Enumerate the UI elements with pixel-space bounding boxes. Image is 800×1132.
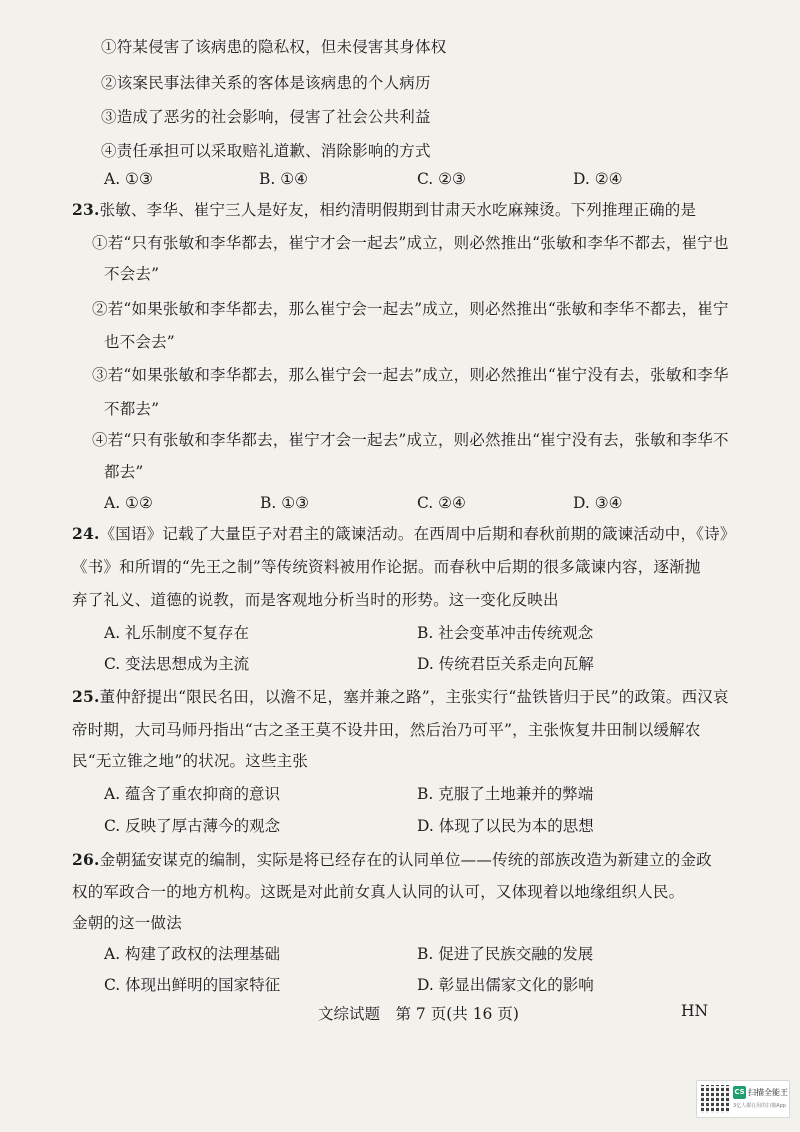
q23-item-2-line-2: 也不会去” — [104, 333, 175, 351]
q24-line-2: 《书》和所谓的“先王之制”等传统资料被用作论据。而春秋中后期的很多箴谏内容，逐渐抛 — [72, 558, 701, 576]
q23-item-1-line-1: ①若“只有张敏和李华都去，崔宁才会一起去”成立，则必然推出“张敏和李华不都去，崔宁也 — [92, 234, 729, 252]
q24-option-c: C. 变法思想成为主流 — [104, 655, 250, 673]
q26-line-3: 金朝的这一做法 — [72, 914, 182, 932]
q25-line-1-text: 董仲舒提出“限民名田，以澹不足，塞并兼之路”，主张实行“盐铁皆归于民”的政策。西汉哀 — [99, 688, 729, 706]
q22-option-b: B. ①④ — [259, 170, 309, 188]
q23-item-1-line-2: 不会去” — [104, 265, 160, 283]
q26-option-d: D. 彰显出儒家文化的影响 — [417, 976, 594, 994]
q24-line-1 — [72, 524, 736, 544]
q24-line-1-text: 《国语》记载了大量臣子对君主的箴谏活动。在西周中后期和春秋前期的箴谏活动中，《诗》 — [99, 525, 736, 543]
q23-item-3-line-1: ③若“如果张敏和李华都去，那么崔宁会一起去”成立，则必然推出“崔宁没有去，张敏和李华 — [92, 366, 729, 384]
q26-line-1-text: 金朝猛安谋克的编制，实际是将已经存在的认同单位——传统的部族改造为新建立的金政 — [99, 851, 712, 869]
q23-option-d: D. ③④ — [573, 494, 623, 512]
q23-item-4-line-1: ④若“只有张敏和李华都去，崔宁才会一起去”成立，则必然推出“崔宁没有去，张敏和李华不 — [92, 431, 729, 449]
q26-option-b: B. 促进了民族交融的发展 — [417, 945, 594, 963]
q22-option-a: A. ①③ — [104, 170, 153, 188]
q23-item-4-line-2: 都去” — [104, 463, 144, 481]
q24-option-a: A. 礼乐制度不复存在 — [104, 624, 250, 642]
q24-number: 24. — [72, 524, 100, 543]
cs-logo-icon: CS — [733, 1086, 746, 1099]
scanner-app-tagline: 3亿人都在用的扫描App — [733, 1103, 786, 1109]
q23-item-3-line-2: 不都去” — [104, 400, 160, 418]
q25-line-1 — [72, 687, 729, 707]
q23-stem-text: 张敏、李华、崔宁三人是好友，相约清明假期到甘肃天水吃麻辣烫。下列推理正确的是 — [99, 201, 697, 219]
q22-option-c: C. ②③ — [417, 170, 466, 188]
paper-code: HN — [681, 1002, 709, 1020]
q23-option-b: B. ①③ — [260, 494, 310, 512]
q22-item-1: ①符某侵害了该病患的隐私权，但未侵害其身体权 — [101, 38, 447, 56]
q23-item-2-line-1: ②若“如果张敏和李华都去，那么崔宁会一起去”成立，则必然推出“张敏和李华不都去，崔宁 — [92, 300, 729, 318]
q22-option-d: D. ②④ — [573, 170, 623, 188]
q25-line-3: 民“无立锥之地”的状况。这些主张 — [72, 752, 309, 770]
q26-option-a: A. 构建了政权的法理基础 — [104, 945, 281, 963]
q26-line-2: 权的军政合一的地方机构。这既是对此前女真人认同的认可，又体现着以地缘组织人民。 — [72, 883, 685, 901]
q26-option-c: C. 体现出鲜明的国家特征 — [104, 976, 281, 994]
q23-option-c: C. ②④ — [417, 494, 466, 512]
q24-option-b: B. 社会变革冲击传统观念 — [417, 624, 594, 642]
q25-option-b: B. 克服了土地兼并的弊端 — [417, 785, 594, 803]
q26-number: 26. — [72, 850, 100, 869]
q24-line-3: 弃了礼义、道德的说教，而是客观地分析当时的形势。这一变化反映出 — [72, 591, 559, 609]
q25-number: 25. — [72, 687, 100, 706]
q25-line-2: 帝时期，大司马师丹指出“古之圣王莫不设井田，然后治乃可平”，主张恢复井田制以缓解农 — [72, 721, 701, 739]
scanner-app-name: 扫描全能王 — [748, 1088, 788, 1097]
qr-code-pattern — [701, 1085, 729, 1113]
q25-option-d: D. 体现了以民为本的思想 — [417, 817, 594, 835]
q22-item-4: ④责任承担可以采取赔礼道歉、消除影响的方式 — [101, 142, 431, 160]
q25-option-a: A. 蕴含了重农抑商的意识 — [104, 785, 281, 803]
q24-option-d: D. 传统君臣关系走向瓦解 — [417, 655, 594, 673]
scanner-watermark — [696, 1080, 790, 1118]
q23-stem — [72, 200, 696, 220]
page-number-label: 文综试题 第 7 页(共 16 页) — [318, 1005, 519, 1023]
q23-number: 23. — [72, 200, 100, 219]
q22-item-3: ③造成了恶劣的社会影响，侵害了社会公共利益 — [101, 108, 431, 126]
q26-line-1 — [72, 850, 712, 870]
q25-option-c: C. 反映了厚古薄今的观念 — [104, 817, 281, 835]
q23-option-a: A. ①② — [104, 494, 153, 512]
q22-item-2: ②该案民事法律关系的客体是该病患的个人病历 — [101, 74, 431, 92]
